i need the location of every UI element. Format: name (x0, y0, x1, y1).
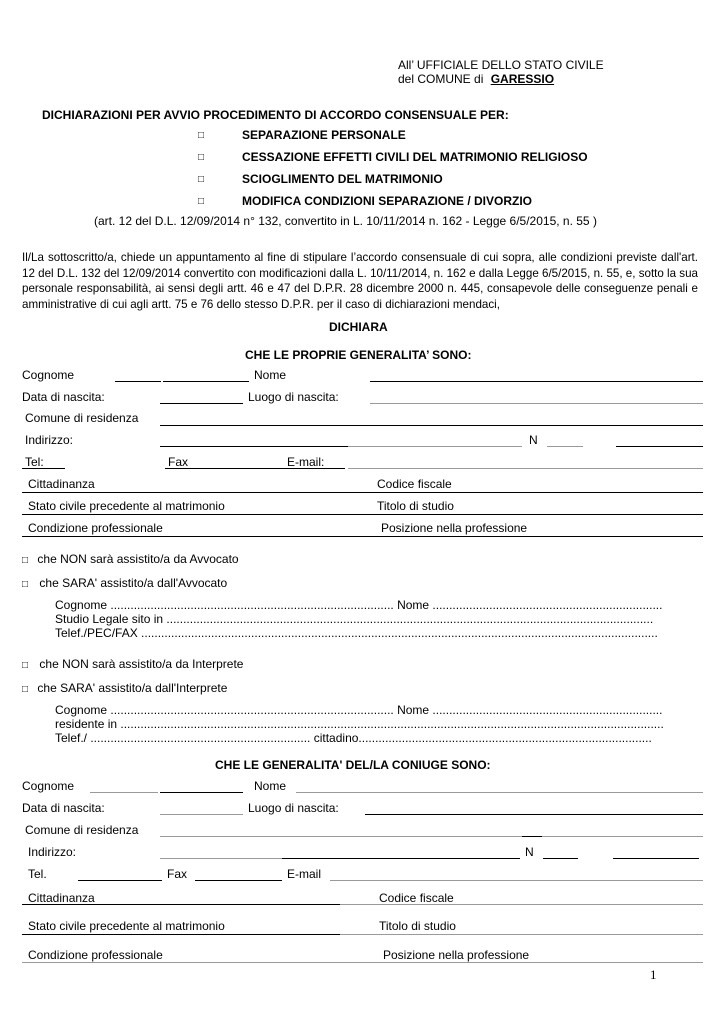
cittadinanza-row-line[interactable] (22, 492, 703, 493)
luogo-nascita-field[interactable] (370, 403, 703, 404)
label-email: E-mail: (287, 455, 325, 469)
civico-field[interactable] (547, 446, 583, 447)
label-coniuge-luogo-nascita: Luogo di nascita: (248, 801, 339, 815)
checkbox-interprete-si[interactable]: □ (22, 684, 29, 695)
coniuge-data-nascita-field[interactable] (160, 814, 243, 815)
coniuge-comune-mark (522, 836, 542, 837)
checkbox-separazione[interactable]: □ (198, 130, 205, 141)
email-field[interactable] (348, 468, 703, 469)
coniuge-indirizzo-field[interactable] (160, 858, 282, 859)
label-comune-residenza: Comune di residenza (25, 411, 139, 425)
coniuge-tel-field[interactable] (78, 880, 162, 881)
label-luogo-nascita: Luogo di nascita: (248, 390, 339, 404)
option-scioglimento: SCIOGLIMENTO DEL MATRIMONIO (242, 172, 443, 186)
page-title: DICHIARAZIONI PER AVVIO PROCEDIMENTO DI ACCORDO CONSENSUALE PER: (42, 108, 509, 122)
label-nome: Nome (254, 368, 287, 382)
coniuge-condizione-row-line[interactable] (22, 962, 703, 963)
coniuge-comune-residenza-field[interactable] (160, 836, 703, 837)
label-coniuge-fax: Fax (167, 867, 188, 881)
legal-reference: (art. 12 del D.L. 12/09/2014 n° 132, convertito in L. 10/11/2014 n. 162 - Legge 6/5/2015, n. 55 ) (94, 214, 597, 228)
label-indirizzo: Indirizzo: (25, 433, 74, 447)
coniuge-codice-fiscale-field[interactable] (340, 904, 703, 905)
label-posizione-prof: Posizione nella professione (381, 521, 528, 535)
section-own-title: CHE LE PROPRIE GENERALITA’ SONO: (245, 348, 472, 362)
addressee-prefix: del COMUNE di (398, 72, 484, 86)
avvocato-no-label: che NON sarà assistito/a da Avvocato (37, 552, 239, 566)
coniuge-stato-civile-field[interactable] (22, 934, 340, 935)
section-spouse-title: CHE LE GENERALITA' DEL/LA CONIUGE SONO: (215, 758, 491, 772)
coniuge-luogo-nascita-field[interactable] (365, 814, 703, 815)
civico-extra-field[interactable] (616, 446, 703, 447)
coniuge-cognome-field-ext[interactable] (160, 792, 243, 793)
condizione-row-line[interactable] (22, 536, 703, 537)
label-coniuge-cognome: Cognome (22, 779, 75, 793)
indirizzo-field-ext[interactable] (348, 446, 522, 447)
coniuge-indirizzo-field-ext[interactable] (282, 858, 520, 859)
checkbox-modifica[interactable]: □ (198, 196, 205, 207)
label-codice-fiscale: Codice fiscale (377, 477, 452, 491)
comune-name: GARESSIO (490, 72, 555, 86)
nome-field[interactable] (370, 381, 703, 382)
label-coniuge-cittadinanza: Cittadinanza (28, 891, 95, 905)
cognome-field-ext[interactable] (163, 381, 249, 382)
addressee-line-1: All’ UFFICIALE DELLO STATO CIVILE (398, 58, 604, 72)
checkbox-scioglimento[interactable]: □ (198, 174, 205, 185)
cognome-field[interactable] (115, 381, 161, 382)
avvocato-cognome-nome-line[interactable]: Cognome ..................................................................................... Nome ..................................................................... (55, 598, 663, 612)
tel-field[interactable] (22, 468, 65, 469)
checkbox-cessazione[interactable]: □ (198, 152, 205, 163)
interprete-cognome-nome-line[interactable]: Cognome ..................................................................................... Nome ..................................................................... (55, 703, 663, 717)
addressee-line-2 (398, 72, 554, 86)
comune-residenza-field[interactable] (160, 425, 703, 426)
stato-civile-row-line[interactable] (22, 514, 703, 515)
coniuge-civico-extra-field[interactable] (613, 858, 699, 859)
avvocato-contatti-line[interactable]: Telef./PEC/FAX ........................................................................................................................................................... (55, 626, 658, 640)
intro-paragraph: Il/La sottoscritto/a, chiede un appuntamento al fine di stipulare l’accordo consensuale di cui sopra, alle condizioni previste dall'art. 12 del D.L. 132 del 12/09/2014 convertito con modificazioni dalla L. 10/11/2014, n. 162 e dalla Legge 6/5/2015, n. 55, e, sotto la sua personale responsabilità, ai sensi degli artt. 46 e 47 del D.P.R. 28 dicembre 2000 n. 445, consapevole delle conseguenze penali e amministrative di cui agli artt. 75 e 76 dello stesso D.P.R. per il caso di dichiarazioni mendaci, (22, 251, 698, 311)
label-condizione-prof: Condizione professionale (28, 521, 163, 535)
label-coniuge-codice-fiscale: Codice fiscale (379, 891, 454, 905)
label-fax: Fax (168, 455, 189, 469)
avvocato-no-option[interactable] (22, 552, 239, 566)
coniuge-civico-field[interactable] (543, 858, 578, 859)
coniuge-nome-field[interactable] (296, 792, 703, 793)
page-number: 1 (650, 967, 657, 982)
interprete-si-label: che SARA' assistito/a dall'Interprete (37, 681, 228, 695)
avvocato-studio-line[interactable]: Studio Legale sito in .................................................................................................................................................. (55, 612, 654, 626)
checkbox-avvocato-si[interactable]: □ (22, 579, 29, 590)
label-coniuge-tel: Tel. (28, 867, 47, 881)
label-coniuge-indirizzo: Indirizzo: (28, 845, 77, 859)
option-cessazione: CESSAZIONE EFFETTI CIVILI DEL MATRIMONIO RELIGIOSO (242, 150, 588, 164)
interprete-no-option[interactable] (22, 657, 243, 671)
label-coniuge-civico: N (525, 845, 534, 859)
interprete-si-option[interactable] (22, 681, 227, 695)
label-coniuge-posizione-prof: Posizione nella professione (383, 948, 530, 962)
label-cittadinanza: Cittadinanza (28, 477, 95, 491)
coniuge-cittadinanza-field[interactable] (22, 904, 340, 905)
label-coniuge-email: E-mail (287, 867, 322, 881)
label-coniuge-titolo-studio: Titolo di studio (379, 919, 456, 933)
label-coniuge-stato-civile: Stato civile precedente al matrimonio (28, 919, 225, 933)
data-nascita-field[interactable] (160, 403, 243, 404)
checkbox-avvocato-no[interactable]: □ (22, 555, 29, 566)
label-coniuge-data-nascita: Data di nascita: (22, 801, 105, 815)
interprete-no-label: che NON sarà assistito/a da Interprete (39, 657, 244, 671)
label-civico: N (529, 433, 538, 447)
label-stato-civile: Stato civile precedente al matrimonio (28, 499, 225, 513)
option-modifica: MODIFICA CONDIZIONI SEPARAZIONE / DIVORZIO (242, 194, 533, 208)
coniuge-titolo-studio-field[interactable] (340, 934, 703, 935)
coniuge-cognome-field[interactable] (90, 792, 158, 793)
interprete-residenza-line[interactable]: residente in ................................................................................................................................................................... (55, 717, 664, 731)
label-tel: Tel: (25, 455, 44, 469)
label-titolo-studio: Titolo di studio (377, 499, 454, 513)
avvocato-si-label: che SARA' assistito/a dall'Avvocato (39, 576, 228, 590)
indirizzo-field[interactable] (160, 446, 348, 447)
label-data-nascita: Data di nascita: (22, 390, 105, 404)
avvocato-si-option[interactable] (22, 576, 227, 590)
option-separazione: SEPARAZIONE PERSONALE (242, 128, 406, 142)
label-coniuge-comune-residenza: Comune di residenza (25, 823, 139, 837)
coniuge-email-field[interactable] (330, 880, 703, 881)
interprete-contatti-line[interactable]: Telef./ .................................................................. cittadino........................................................................................ (55, 731, 652, 745)
label-cognome: Cognome (22, 368, 75, 382)
dichiara-heading: DICHIARA (329, 320, 388, 334)
coniuge-fax-field[interactable] (195, 880, 282, 881)
label-coniuge-condizione-prof: Condizione professionale (28, 948, 163, 962)
label-coniuge-nome: Nome (254, 779, 287, 793)
checkbox-interprete-no[interactable]: □ (22, 660, 29, 671)
